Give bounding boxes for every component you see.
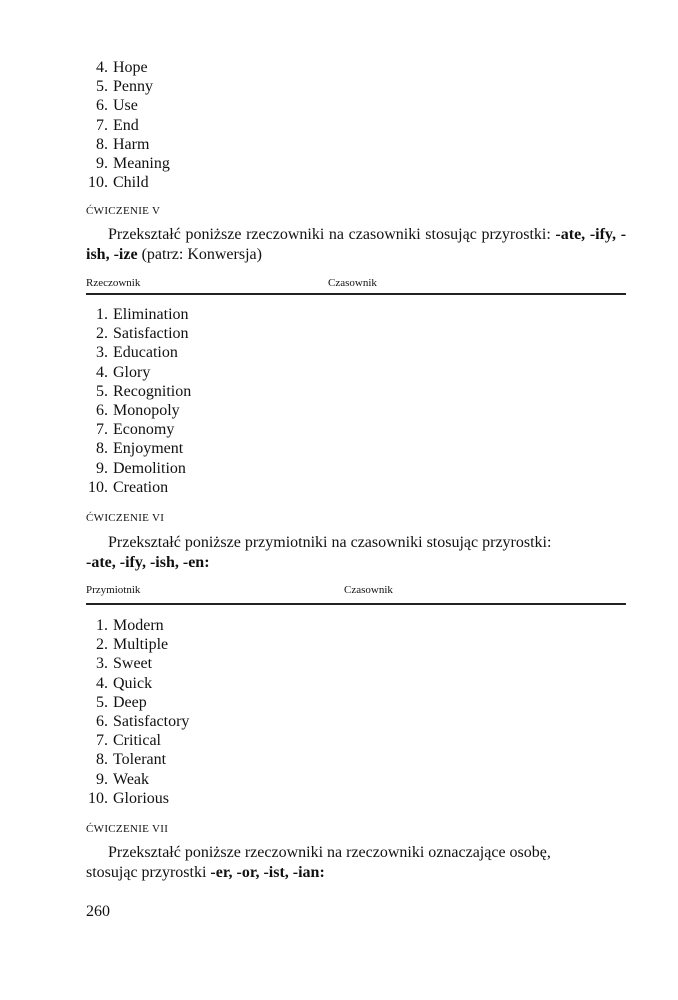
list-item-number: 1. (96, 306, 108, 323)
list-item-number: 6. (96, 97, 108, 115)
list-item-word: Sweet (113, 655, 153, 673)
list-item-word: Monopoly (113, 402, 180, 420)
list-item-word: Satisfaction (113, 325, 189, 343)
exercise-6-instruction: Przekształć poniższe przymiotniki na czasowniki stosując przyrostki: -ate, -ify, -ish, -en: (86, 534, 552, 571)
list-item-number: 2. (96, 325, 108, 343)
list-item (84, 478, 191, 497)
suffix-ify: -ify, (589, 226, 617, 243)
list-item (84, 420, 191, 439)
list-item (84, 77, 170, 96)
list-item-word: Quick (113, 674, 153, 692)
list-item (84, 363, 191, 382)
list-item-number: 5. (96, 693, 108, 711)
list-item-word: Economy (113, 421, 175, 439)
list-item-word: End (113, 116, 139, 134)
list-item-word: Deep (113, 693, 147, 711)
list-item-word: Meaning (113, 155, 170, 173)
list-item-number: 10. (88, 174, 108, 192)
list-item-number: 8. (96, 751, 108, 769)
list-item-number: 8. (96, 440, 108, 458)
list-item-number: 3. (96, 344, 108, 362)
exercise-7-heading: ĆWICZENIE VII (86, 823, 169, 835)
list-item-word: Enjoyment (113, 440, 184, 458)
list-item-number: 9. (96, 770, 108, 788)
list-item-number: 6. (96, 713, 108, 731)
list-item (84, 731, 189, 750)
list-item-word: Satisfactory (113, 713, 190, 731)
list-item (84, 712, 189, 731)
exercise-6-column-adjective: Przymiotnik (86, 584, 141, 596)
exercise-5-instruction: Przekształć poniższe rzeczowniki na czasowniki stosując przyrostki: -ate, -ify, -ish, -ize (patrz: Konwersja) (86, 226, 627, 263)
list-item-word: Recognition (113, 382, 192, 400)
list-item-word: Creation (113, 478, 169, 496)
exercise-7-instruction: Przekształć poniższe rzeczowniki na rzeczowniki oznaczające osobę, stosując przyrostki -er, -or, -ist, -ian: (86, 844, 551, 881)
list-item (84, 439, 191, 458)
list-item (84, 693, 189, 712)
suffix-ish: -ish, (86, 226, 627, 263)
list-item-number: 6. (96, 402, 108, 420)
list-item (84, 674, 189, 693)
list-item (84, 401, 191, 420)
exercise-5-heading: ĆWICZENIE V (86, 205, 161, 217)
exercise-6-column-verb: Czasownik (344, 584, 393, 596)
list-item-number: 7. (96, 421, 108, 439)
suffix-ize: -ize (113, 245, 138, 263)
list-item-word: Modern (113, 617, 164, 634)
list-item-number: 4. (96, 674, 108, 692)
list-item-word: Tolerant (113, 751, 167, 769)
list-item (84, 116, 170, 135)
exercise-5-word-list (84, 305, 191, 497)
list-item-word: Education (113, 344, 178, 362)
list-item (84, 789, 189, 808)
list-item-number: 8. (96, 135, 108, 153)
exercise-6-word-list (84, 616, 189, 808)
list-item (84, 324, 191, 343)
list-item-number: 9. (96, 459, 108, 477)
list-item-number: 5. (96, 78, 108, 96)
exercise-6-suffixes: -ate, -ify, -ish, -en: (86, 553, 210, 571)
exercise-6-heading: ĆWICZENIE VI (86, 512, 165, 524)
list-item (84, 382, 191, 401)
list-item-word: Harm (113, 135, 150, 153)
list-item-word: Use (113, 97, 138, 115)
exercise-5-rule (86, 293, 626, 295)
list-item (84, 154, 170, 173)
exercise-6-rule (86, 603, 626, 605)
list-item (84, 750, 189, 769)
list-item (84, 343, 191, 362)
list-item-number: 5. (96, 382, 108, 400)
page-number: 260 (86, 903, 110, 920)
suffix-ate: -ate, (555, 226, 586, 243)
list-item-number: 4. (96, 363, 108, 381)
exercise-5-column-verb: Czasownik (328, 277, 377, 289)
list-item-number: 3. (96, 655, 108, 673)
list-item-word: Penny (113, 78, 153, 96)
exercise-7-suffixes: -er, -or, -ist, -ian: (210, 863, 325, 881)
list-item-word: Demolition (113, 459, 186, 477)
list-item-number: 7. (96, 732, 108, 750)
list-item-number: 1. (96, 617, 108, 634)
list-item-number: 4. (96, 59, 108, 76)
list-item-number: 7. (96, 116, 108, 134)
list-item-word: Critical (113, 732, 161, 750)
list-item (84, 96, 170, 115)
word-list-top (84, 58, 170, 192)
list-item (84, 459, 191, 478)
list-item-number: 9. (96, 155, 108, 173)
list-item (84, 635, 189, 654)
list-item-number: 10. (88, 478, 108, 496)
list-item (84, 135, 170, 154)
list-item (84, 770, 189, 789)
list-item (84, 654, 189, 673)
list-item (84, 173, 170, 192)
list-item-word: Glory (113, 363, 151, 381)
list-item-number: 10. (88, 789, 108, 807)
list-item-word: Multiple (113, 636, 169, 654)
list-item (84, 305, 191, 324)
list-item-word: Child (113, 174, 149, 192)
list-item-word: Weak (113, 770, 150, 788)
list-item (84, 58, 170, 77)
exercise-5-column-noun: Rzeczownik (86, 277, 141, 289)
list-item-word: Hope (113, 59, 148, 76)
list-item-word: Glorious (113, 789, 169, 807)
list-item (84, 616, 189, 635)
list-item-word: Elimination (113, 306, 189, 323)
list-item-number: 2. (96, 636, 108, 654)
